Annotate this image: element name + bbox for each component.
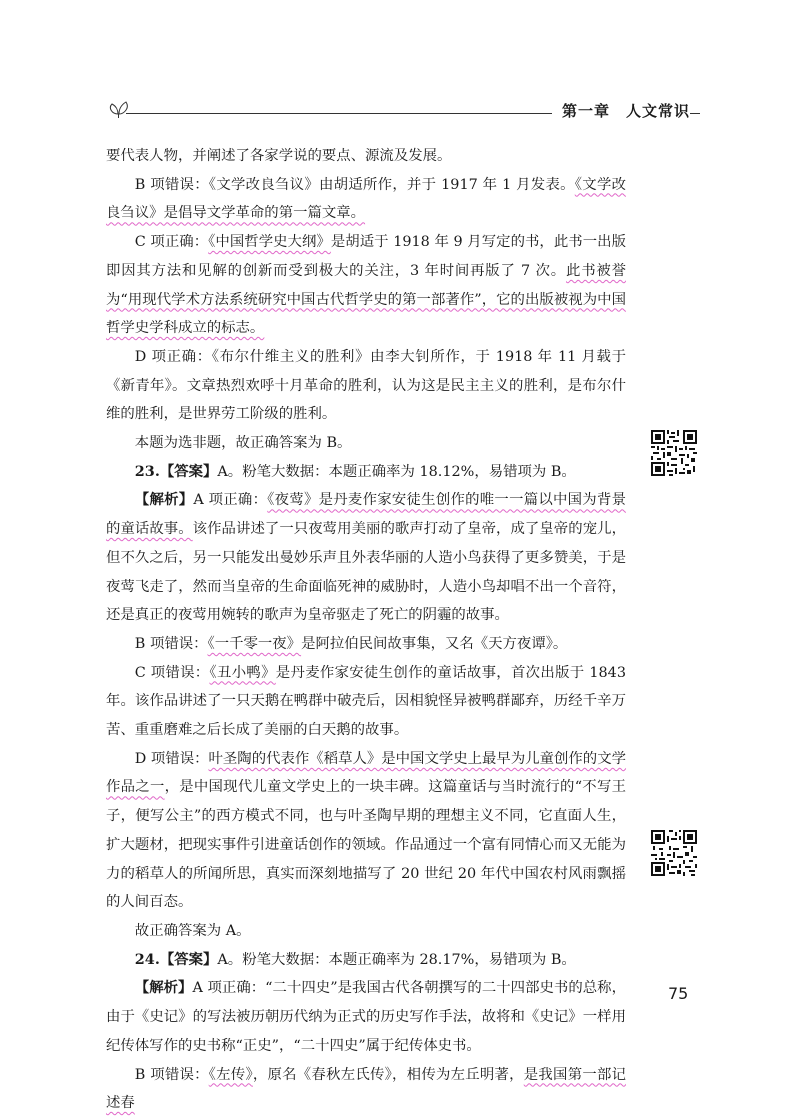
answer-paragraph	[106, 458, 626, 487]
chapter-name: 人文常识	[625, 102, 690, 120]
text: C 项正确：	[134, 234, 209, 251]
text: C 项错误：	[134, 664, 210, 681]
text: ，是中国现代儿童文学史上的一块丰碑。这篇童话与当时流行的“不写王子，便写公主”的西方模式不同，也与叶圣陶早期的理想主义不同，它直面人生，扩大题材，把现实事件引进童话创作的领域。作品通过一个富有同情心而又无能为力的稻草人的所闻所思，真实而深刻地描写了 20 世纪 20 年代中国农村风雨飘摇的人间百态。	[106, 779, 626, 911]
paragraph	[106, 343, 626, 429]
highlighted-text: 《文学改良刍议》是倡导文学革命的第一篇文章。	[106, 176, 626, 222]
text: 该作品讲述了一只夜莺用美丽的歌声打动了皇帝，成了皇帝的宠儿，但不久之后，另一只能发出曼妙乐声且外表华丽的人造小鸟获得了更多赞美，于是夜莺飞走了，然而当皇帝的生命面临死神的威胁时，人造小鸟却唱不出一个音符，还是真正的夜莺用婉转的歌声为皇帝驱走了死亡的阴霾的故事。	[106, 521, 626, 624]
page-number: 75	[668, 984, 689, 1003]
analysis-paragraph	[106, 974, 626, 1060]
paragraph	[106, 429, 626, 458]
paragraph	[106, 228, 626, 343]
text: B 项错误：《文学改良刍议》由胡适所作，并于 1917 年 1 月发表。	[134, 176, 575, 193]
text: B 项错误：	[134, 1066, 209, 1083]
paragraph	[106, 917, 626, 946]
highlighted-text: 《夜莺》是丹麦作家安徒生创作的唯一一篇以中国为背景的童话故事。	[106, 492, 626, 538]
text: D 项错误：	[134, 750, 209, 767]
qr-code-icon[interactable]	[651, 430, 697, 476]
paragraph	[106, 745, 626, 917]
chapter-title	[552, 100, 690, 121]
text: A 项正确：“二十四史”是我国古代各朝撰写的二十四部史书的总称，由于《史记》的写法被历朝历代纳为正式的历史写作手法，故将和《史记》一样用纪传体写作的史书称“正史”，“二十四史”属于纪传体史书。	[106, 980, 626, 1054]
text: 要代表人物，并阐述了各家学说的要点、源流及发展。	[106, 148, 452, 164]
analysis-label: 【解析】	[134, 491, 194, 509]
qr-code-icon[interactable]	[651, 830, 697, 876]
answer-paragraph	[106, 946, 626, 975]
highlighted-text: 是我国第一部记述春	[106, 1066, 626, 1112]
text: A。粉笔大数据：本题正确率为 28.17%，易错项为 B。	[217, 951, 576, 968]
text: 是胡适于 1918 年 9 月写定的书，此书一出版即因其方法和见解的创新而受到极大的关注，3 年时间再版了 7 次。	[106, 234, 626, 279]
text: 是丹麦作家安徒生创作的童话故事，首次出版于 1843 年。该作品讲述了一只天鹅在鸭群中破壳后，因相貌怪异被鸭群鄙弃，历经千辛万苦、重重磨难之后长成了美丽的白天鹅的故事。	[106, 664, 626, 739]
text: A 项正确：	[193, 492, 268, 509]
paragraph	[106, 142, 626, 171]
analysis-label: 【解析】	[134, 979, 193, 997]
text: B 项错误：	[134, 635, 208, 652]
text: A。粉笔大数据：本题正确率为 18.12%，易错项为 B。	[217, 463, 576, 480]
text: 是阿拉伯民间故事集，又名《天方夜谭》。	[301, 635, 568, 652]
page-body	[106, 142, 626, 1118]
highlighted-text: 《一千零一夜》	[207, 635, 302, 652]
analysis-paragraph	[106, 486, 626, 630]
highlighted-text: 《丑小鸭》	[209, 664, 276, 681]
chapter-number: 第一章	[561, 102, 610, 120]
leaf-sprout-icon	[104, 96, 134, 122]
paragraph	[106, 1061, 626, 1118]
paragraph	[106, 659, 626, 745]
highlighted-text: 《左传》	[208, 1066, 253, 1083]
text: ，原名《春秋左氏传》，相传为左丘明著，	[252, 1066, 524, 1083]
highlighted-text: 叶圣陶的代表作《稻草人》是中国文学史上最早为儿童创作的文学作品之一	[106, 750, 626, 796]
page-header	[104, 96, 700, 122]
text: 本题为选非题，故正确答案为 B。	[134, 435, 352, 452]
highlighted-text: 《中国哲学史大纲》	[208, 234, 331, 251]
text: D 项正确：《布尔什维主义的胜利》由李大钊所作，于 1918 年 11 月载于《新青年》。文章热烈欢呼十月革命的胜利，认为这是民主主义的胜利，是布尔什维的胜利，是世界劳工阶级的胜利。	[106, 348, 626, 423]
paragraph	[106, 630, 626, 659]
answer-label: 23.【答案】	[134, 462, 218, 480]
paragraph	[106, 171, 626, 228]
highlighted-text: 此书被誉为“用现代学术方法系统研究中国古代哲学史的第一部著作”，它的出版被视为中国哲学史学科成立的标志。	[106, 262, 626, 337]
answer-label: 24.【答案】	[134, 950, 218, 968]
text: 故正确答案为 A。	[134, 922, 251, 939]
